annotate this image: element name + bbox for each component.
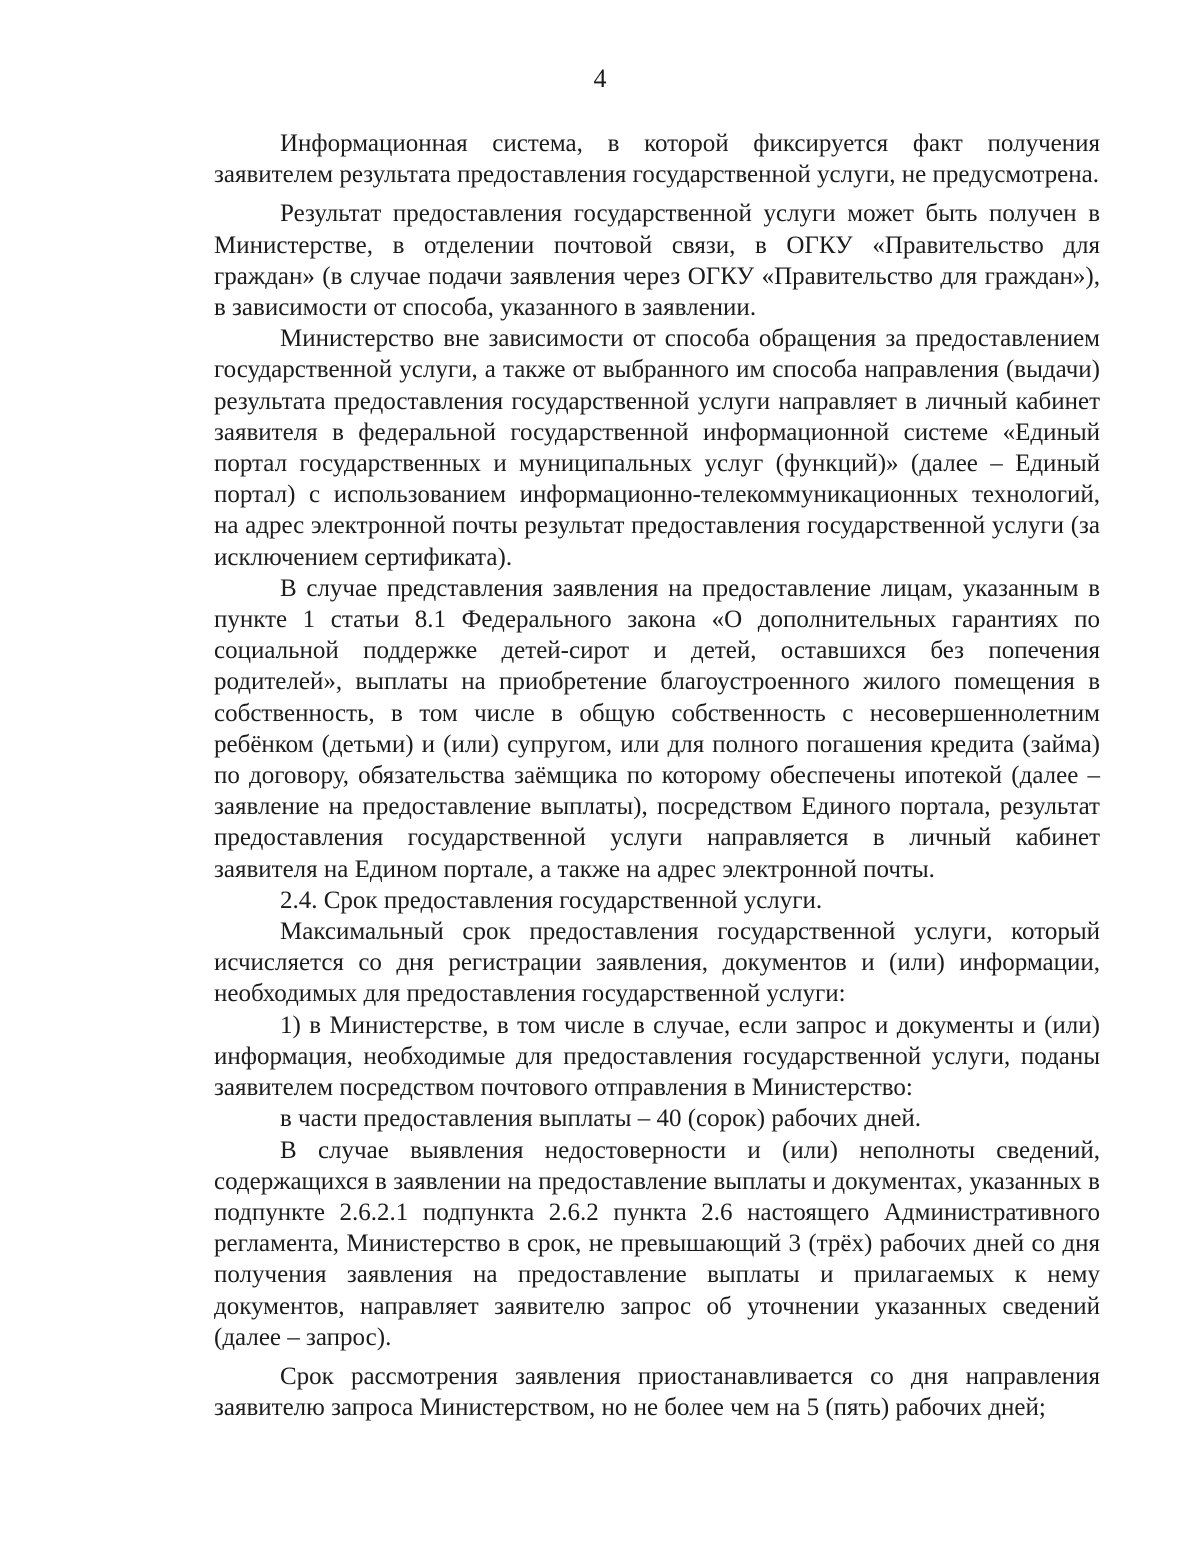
paragraph-maximum-term: Максимальный срок предоставления государственной услуги, который исчисляется со дня регистрации заявления, документов и (или) информации, необходимых для предоставления государственной услуги: xyxy=(214,918,1100,1008)
section-heading-service-term: 2.4. Срок предоставления государственной услуги. xyxy=(280,886,823,914)
paragraph-orphan-payment: В случае представления заявления на предоставление лицам, указанным в пункте 1 статьи 8.1 Федерального закона «О дополнительных гарантиях по социальной поддержке детей-сирот и детей, оставшихся без попечения родителей», выплаты на приобретение благоустроенного жилого помещения в собственность, в том числе в общую собственность с несовершеннолетним ребёнком (детьми) и (или) супругом, или для полного погашения кредита (займа) по договору, обязательства заёмщика по которому обеспечены ипотекой (далее – заявление на предоставление выплаты), посредством Единого портала, результат предоставления государственной услуги направляется в личный кабинет заявителя на Едином портале, а также на адрес электронной почты. xyxy=(214,574,1100,883)
paragraph-suspension: Срок рассмотрения заявления приостанавливается со дня направления заявителю запроса Министерством, но не более чем на 5 (пять) рабочих дней; xyxy=(214,1362,1100,1422)
document-body xyxy=(214,128,1100,1423)
paragraph-result-receipt: Результат предоставления государственной услуги может быть получен в Министерстве, в отделении почтовой связи, в ОГКУ «Правительство для граждан» (в случае подачи заявления через ОГКУ «Правительство для граждан»), в зависимости от способа, указанного в заявлении. xyxy=(214,200,1100,322)
paragraph-ministry-direction: Министерство вне зависимости от способа обращения за предоставлением государственной услуги, а также от выбранного им способа направления (выдачи) результата предоставления государственной услуги направляет в личный кабинет заявителя в федеральной государственной информационной системе «Единый портал государственных и муниципальных услуг (функций)» (далее – Единый портал) с использованием информационно-телекоммуникационных технологий, на адрес электронной почты результат предоставления государственной услуги (за исключением сертификата). xyxy=(214,325,1100,571)
paragraph-information-system: Информационная система, в которой фиксируется факт получения заявителем результата предоставления государственной услуги, не предусмотрена. xyxy=(214,130,1100,189)
paragraph-inaccuracy-request: В случае выявления недостоверности и (или) неполноты сведений, содержащихся в заявлении на предоставление выплаты и документах, указанных в подпункте 2.6.2.1 подпункта 2.6.2 пункта 2.6 настоящего Административного регламента, Министерство в срок, не превышающий 3 (трёх) рабочих дней со дня получения заявления на предоставление выплаты и прилагаемых к нему документов, направляет заявителю запрос об уточнении указанных сведений (далее – запрос). xyxy=(214,1136,1100,1351)
page-number: 4 xyxy=(593,64,607,93)
list-item-payment-term: в части предоставления выплаты – 40 (сорок) рабочих дней. xyxy=(280,1105,922,1133)
list-item-ministry: 1) в Министерстве, в том числе в случае, если запрос и документы и (или) информация, необходимые для предоставления государственной услуги, поданы заявителем посредством почтового отправления в Министерство: xyxy=(214,1011,1100,1102)
